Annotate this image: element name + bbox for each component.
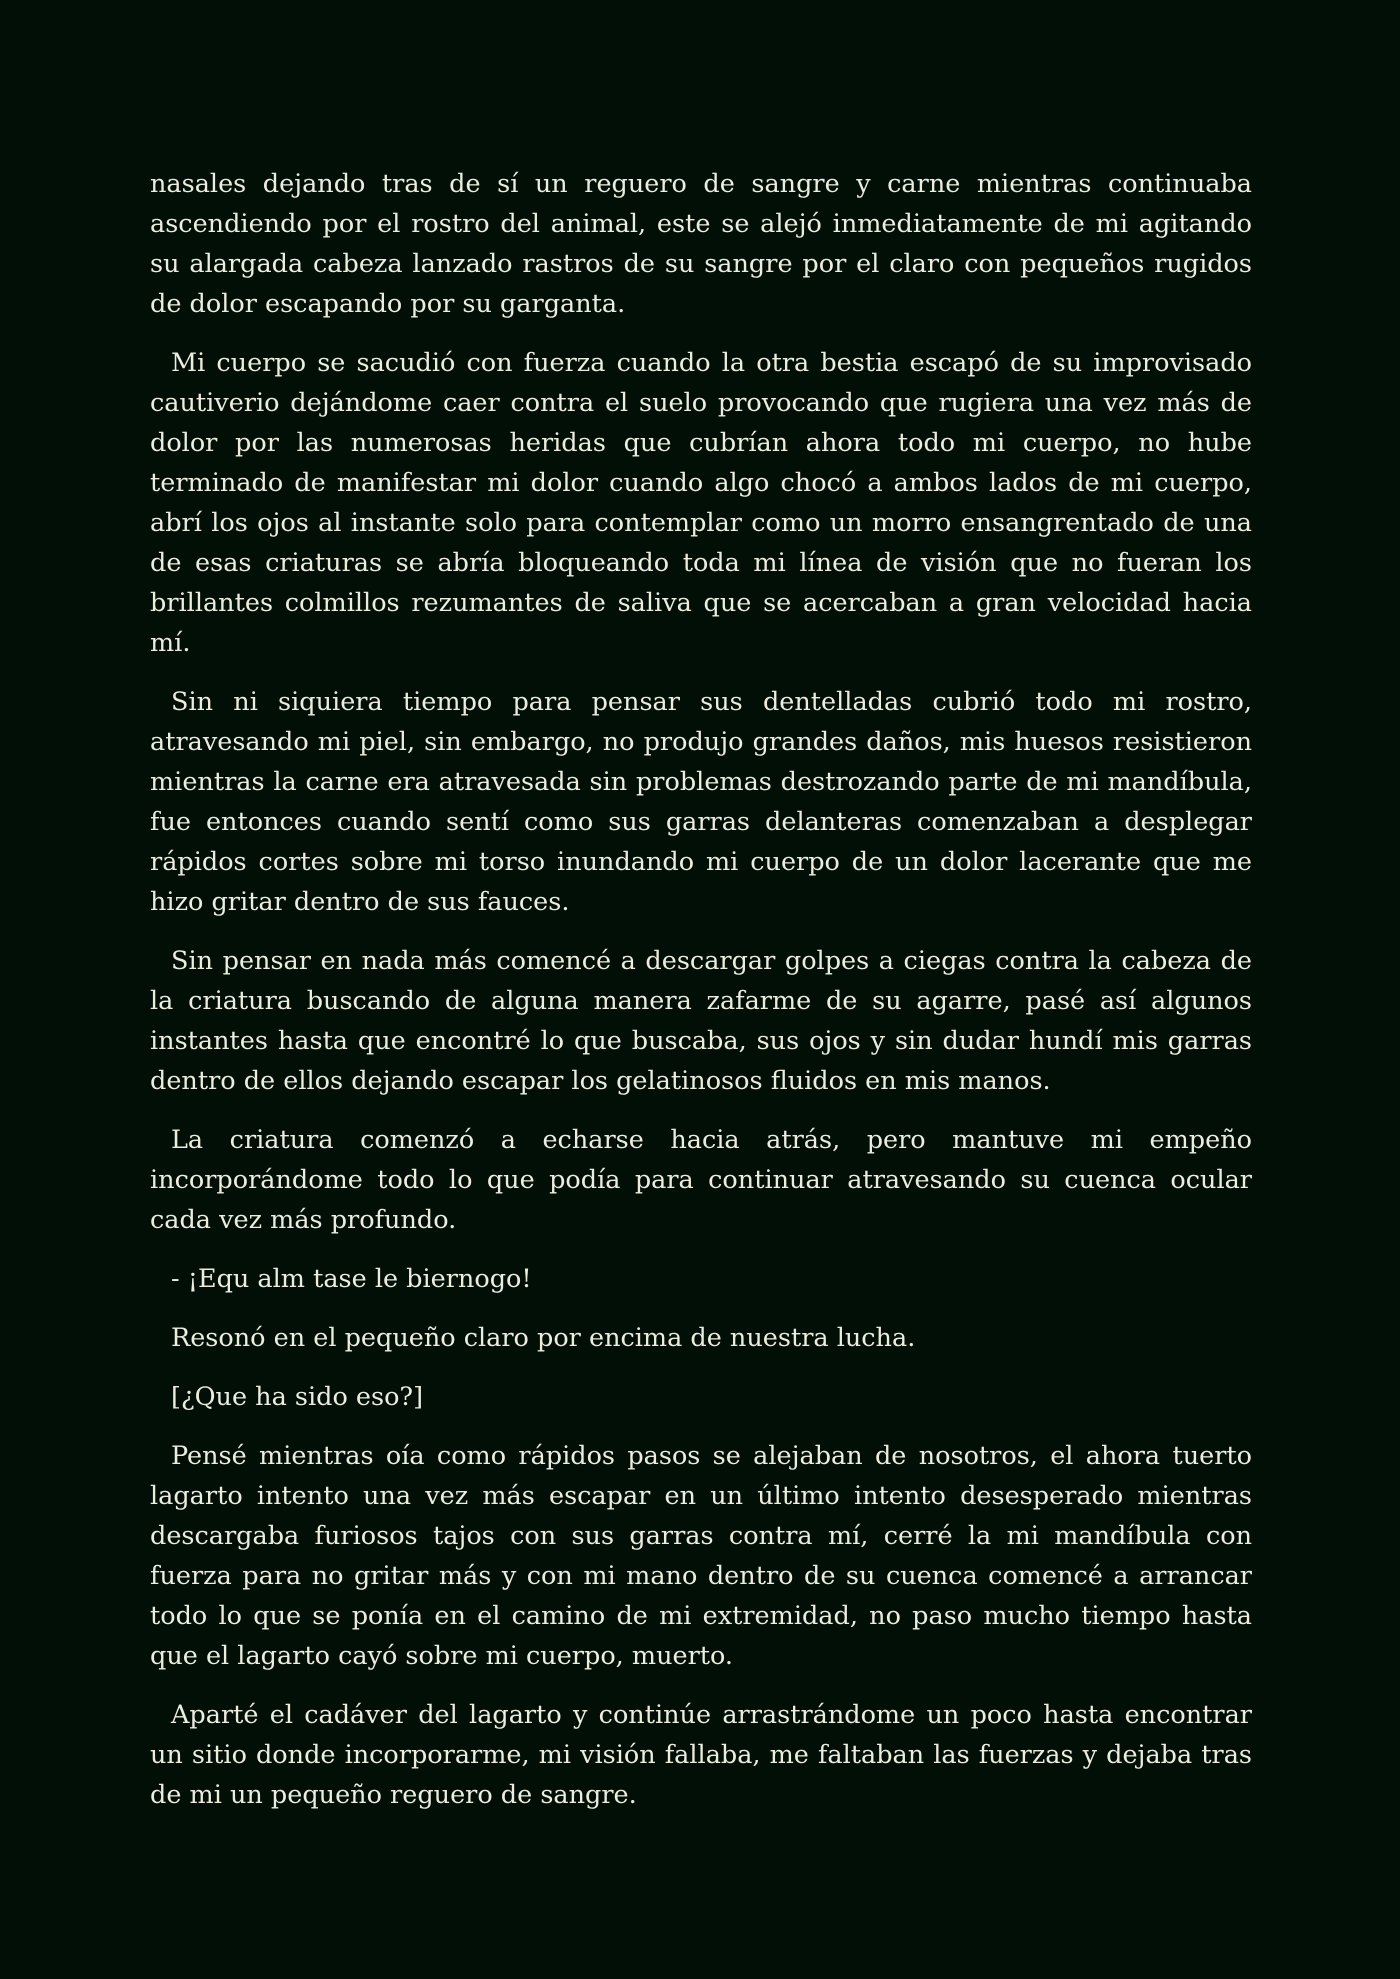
paragraph-7: Resonó en el pequeño claro por encima de nuestra lucha. [171,1323,916,1353]
paragraph-9: Pensé mientras oía como rápidos pasos se alejaban de nosotros, el ahora tuerto lagarto intento una vez más escapar en un último intento desesperado mientras descargaba furiosos tajos con sus garras contra mí, cerré la mi mandíbula con fuerza para no gritar más y con mi mano dentro de su cuenca comencé a arrancar todo lo que se ponía en el camino de mi extremidad, no paso mucho tiempo hasta que el lagarto cayó sobre mi cuerpo, muerto. [150,1441,1252,1671]
paragraph-10: Aparté el cadáver del lagarto y continúe arrastrándome un poco hasta encontrar un sitio donde incorporarme, mi visión fallaba, me faltaban las fuerzas y dejaba tras de mi un pequeño reguero de sangre. [150,1700,1252,1810]
paragraph-5: La criatura comenzó a echarse hacia atrás, pero mantuve mi empeño incorporándome todo lo que podía para continuar atravesando su cuenca ocular cada vez más profundo. [150,1125,1252,1235]
document-body [150,164,1252,1815]
paragraph-1: nasales dejando tras de sí un reguero de sangre y carne mientras continuaba ascendiendo por el rostro del animal, este se alejó inmediatamente de mi agitando su alargada cabeza lanzado rastros de su sangre por el claro con pequeños rugidos de dolor escapando por su garganta. [150,169,1252,319]
thought-line: [¿Que ha sido eso?] [171,1382,424,1412]
dialogue-line: - ¡Equ alm tase le biernogo! [171,1264,532,1294]
paragraph-2: Mi cuerpo se sacudió con fuerza cuando la otra bestia escapó de su improvisado cautiverio dejándome caer contra el suelo provocando que rugiera una vez más de dolor por las numerosas heridas que cubrían ahora todo mi cuerpo, no hube terminado de manifestar mi dolor cuando algo chocó a ambos lados de mi cuerpo, abrí los ojos al instante solo para contemplar como un morro ensangrentado de una de esas criaturas se abría bloqueando toda mi línea de visión que no fueran los brillantes colmillos rezumantes de saliva que se acercaban a gran velocidad hacia mí. [150,348,1252,658]
paragraph-3: Sin ni siquiera tiempo para pensar sus dentelladas cubrió todo mi rostro, atravesando mi piel, sin embargo, no produjo grandes daños, mis huesos resistieron mientras la carne era atravesada sin problemas destrozando parte de mi mandíbula, fue entonces cuando sentí como sus garras delanteras comenzaban a desplegar rápidos cortes sobre mi torso inundando mi cuerpo de un dolor lacerante que me hizo gritar dentro de sus fauces. [150,687,1252,917]
paragraph-4: Sin pensar en nada más comencé a descargar golpes a ciegas contra la cabeza de la criatura buscando de alguna manera zafarme de su agarre, pasé así algunos instantes hasta que encontré lo que buscaba, sus ojos y sin dudar hundí mis garras dentro de ellos dejando escapar los gelatinosos fluidos en mis manos. [150,946,1252,1096]
